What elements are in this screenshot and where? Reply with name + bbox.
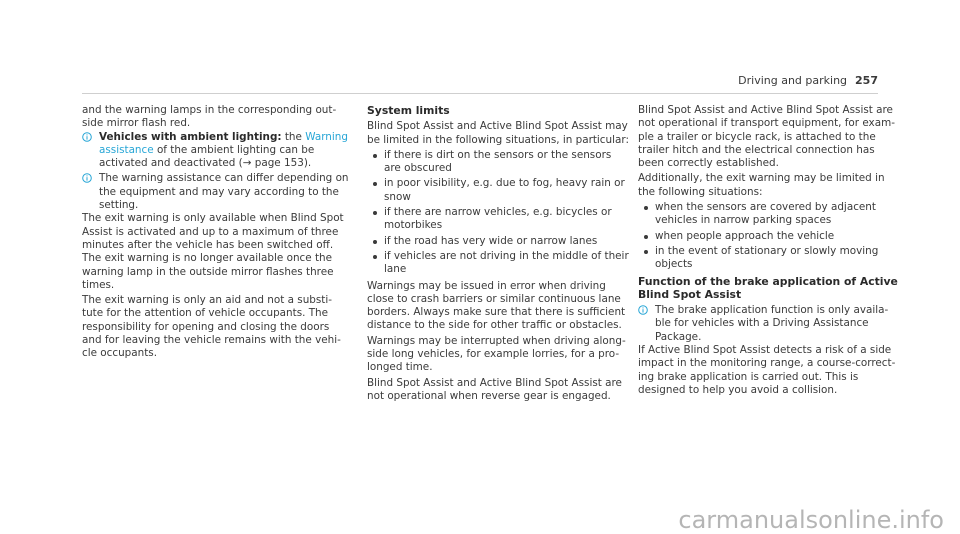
info-icon (638, 305, 648, 315)
paragraph: Warnings may be issued in error when driving close to crash barriers or similar continuous lane borders. Always make sure that there is sufficient distance to the side for other traffic or obstacles. (367, 279, 626, 332)
paragraph: If Active Blind Spot Assist detects a risk of a side impact in the monitoring range, a course-correct- ing brake application is carried out. This is designed to help you avoid a collision. (638, 344, 896, 396)
note-text: The brake application function is only availa- ble for vehicles with a Driving Assistance Package. (655, 304, 889, 343)
list-item: in poor visibility, e.g. due to fog, heavy rain or snow (367, 177, 629, 204)
note-label: Vehicles with ambient lighting: (99, 130, 282, 143)
paragraph: Blind Spot Assist and Active Blind Spot Assist may be limited in the following situations, in particular: (367, 120, 629, 146)
list-item: if vehicles are not driving in the middle of their lane (367, 250, 629, 277)
watermark: carmanualsonline.info (678, 505, 944, 534)
column-3 (638, 104, 900, 399)
paragraph: and the warning lamps in the corresponding out- side mirror flash red. (82, 104, 337, 130)
page-header (738, 74, 878, 87)
note-text: of the ambient lighting can be activated and deactivated (→ page 153). (99, 143, 315, 170)
paragraph: Blind Spot Assist and Active Blind Spot Assist are not operational when reverse gear is engaged. (367, 376, 622, 402)
limits-list (367, 149, 629, 277)
column-1 (82, 104, 352, 363)
paragraph: Blind Spot Assist and Active Blind Spot Assist are not operational if transport equipment, for exam- ple a trailer or bicycle rack, is attached to the trailer hitch and the electrical connection has been correctly established. (638, 104, 895, 170)
list-item: if there is dirt on the sensors or the sensors are obscured (367, 149, 629, 176)
paragraph: The exit warning is only available when Blind Spot Assist is activated and up to a maximum of three minutes after the vehicle has been switched off. The exit warning is no longer available once the warning lamp in the outside mirror flashes three times. (82, 212, 344, 291)
column-2 (367, 104, 629, 405)
note-text: the (281, 130, 306, 143)
page-number: 257 (855, 74, 878, 87)
info-icon (82, 132, 92, 142)
section-title: Driving and parking (738, 74, 848, 87)
section-heading-system-limits: System limits (367, 104, 450, 117)
list-item: when the sensors are covered by adjacent vehicles in narrow parking spaces (638, 201, 900, 228)
section-heading-brake-application: Function of the brake application of Active Blind Spot Assist (638, 274, 898, 301)
info-note-ambient (82, 131, 352, 171)
info-note-warning (82, 172, 352, 212)
info-icon (82, 173, 92, 183)
warning-assistance-link[interactable]: Warning assistance (99, 130, 348, 156)
list-item: in the event of stationary or slowly moving objects (638, 245, 900, 272)
note-text: The warning assistance can differ depending on the equipment and may vary according to the setting. (99, 172, 349, 212)
exit-warning-limits-list (638, 201, 900, 271)
paragraph: The exit warning is only an aid and not a substi- tute for the attention of vehicle occupants. The responsibility for opening and closing the doors and for leaving the vehicle remains with the vehi- cle occupants. (82, 294, 341, 360)
info-note-brake (638, 304, 900, 344)
paragraph: Additionally, the exit warning may be limited in the following situations: (638, 172, 885, 198)
paragraph: Warnings may be interrupted when driving along- side long vehicles, for example lorries, for a pro- longed time. (367, 334, 626, 374)
list-item: when people approach the vehicle (638, 230, 900, 243)
header-rule (82, 93, 878, 94)
list-item: if the road has very wide or narrow lanes (367, 235, 629, 248)
list-item: if there are narrow vehicles, e.g. bicycles or motorbikes (367, 206, 629, 233)
